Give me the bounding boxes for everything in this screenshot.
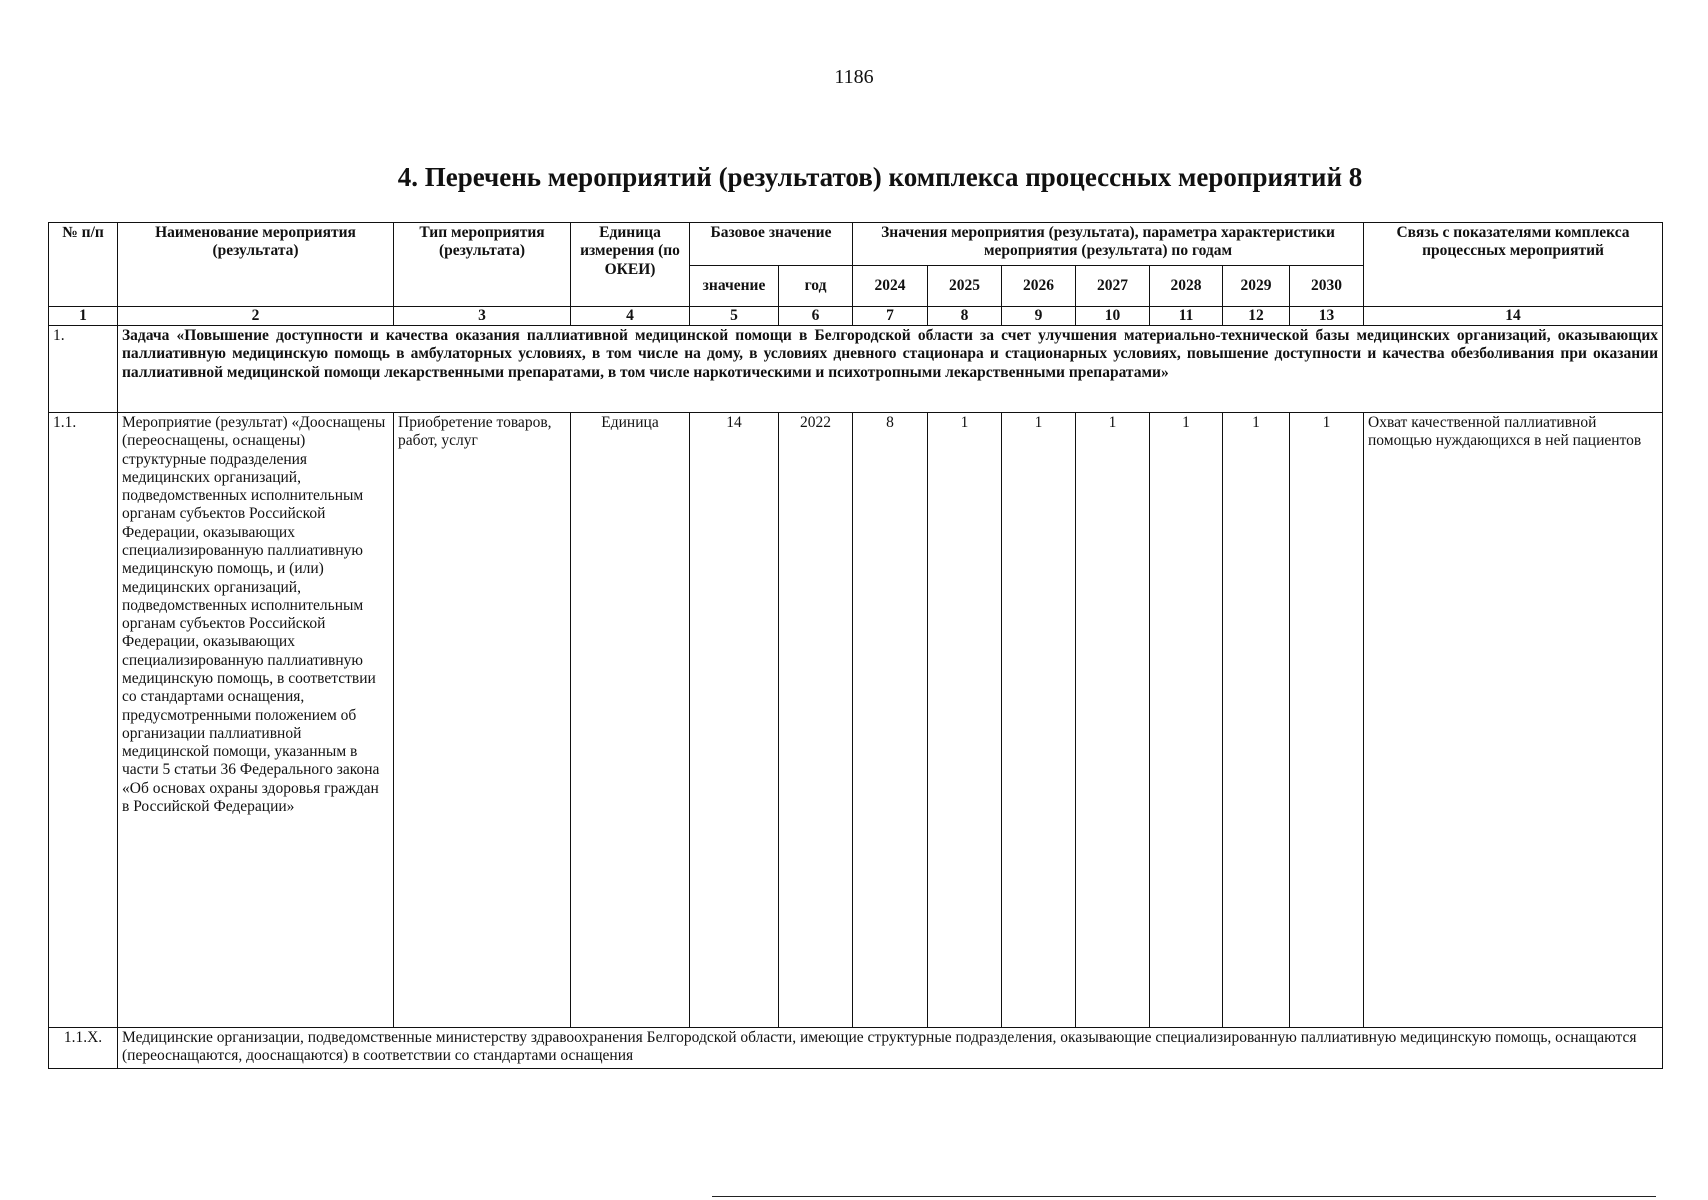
column-number: 8 [928, 307, 1002, 326]
measure-unit: Единица [571, 413, 690, 1028]
year-value: 1 [1076, 413, 1150, 1028]
page-number: 1186 [834, 66, 874, 88]
measure-row [49, 413, 1663, 1028]
column-number: 9 [1002, 307, 1076, 326]
header-row [49, 223, 1663, 266]
column-number: 4 [571, 307, 690, 326]
column-number: 12 [1223, 307, 1290, 326]
header-year: 2030 [1290, 266, 1364, 307]
column-number-row [49, 307, 1663, 326]
document-title: 4. Перечень мероприятий (результатов) комплекса процессных мероприятий 8 [397, 162, 1363, 192]
header-year: 2029 [1223, 266, 1290, 307]
column-number: 13 [1290, 307, 1364, 326]
year-value: 1 [1290, 413, 1364, 1028]
column-number: 1 [49, 307, 118, 326]
header-year: 2027 [1076, 266, 1150, 307]
linked-indicator: Охват качественной паллиативной помощью нуждающихся в ней пациентов [1364, 413, 1663, 1028]
year-value: 1 [928, 413, 1002, 1028]
column-number: 2 [118, 307, 394, 326]
header-year: 2024 [853, 266, 928, 307]
note-row [49, 1028, 1663, 1069]
task-number: 1. [49, 326, 118, 413]
column-number: 7 [853, 307, 928, 326]
header-base-year: год [779, 266, 853, 307]
measure-name: Мероприятие (результат) «Дооснащены (переоснащены, оснащены) структурные подразделения медицинских организаций, подведомственных исполнительным органам субъектов Российской Федерации, оказывающих специализированную паллиативную медицинскую помощь, и (или) медицинских организаций, подведомственных исполнительным органам субъектов Российской Федерации, оказывающих специализированную паллиативную медицинскую помощь, в соответствии со стандартами оснащения, предусмотренными положением об организации паллиативной медицинской помощи, указанным в части 5 статьи 36 Федерального закона «Об основах охраны здоровья граждан в Российской Федерации» [118, 413, 394, 1028]
year-value: 1 [1223, 413, 1290, 1028]
column-number: 14 [1364, 307, 1663, 326]
task-text: Задача «Повышение доступности и качества оказания паллиативной медицинской помощи в Белгородской области за счет улучшения материально-технической базы медицинских организаций, оказывающих паллиативную медицинскую помощь в амбулаторных условиях, в том числе на дому, в условиях дневного стационара и стационарных условиях, повышение доступности и качества обезболивания при оказании паллиативной медицинской помощи лекарственными препаратами, в том числе наркотическими и психотропными лекарственными препаратами» [118, 326, 1663, 413]
header-unit: Единица измерения (по ОКЕИ) [571, 223, 690, 307]
column-number: 5 [690, 307, 779, 326]
column-number: 3 [394, 307, 571, 326]
measure-type: Приобретение товаров, работ, услуг [394, 413, 571, 1028]
header-base-value: значение [690, 266, 779, 307]
base-year: 2022 [779, 413, 853, 1028]
header-num: № п/п [49, 223, 118, 307]
year-value: 1 [1002, 413, 1076, 1028]
note-text: Медицинские организации, подведомственные министерству здравоохранения Белгородской области, имеющие структурные подразделения, оказывающие специализированную паллиативную медицинскую помощь, оснащаются (переоснащаются, дооснащаются) в соответствии со стандартами оснащения [118, 1028, 1663, 1069]
measures-table [48, 222, 1663, 1069]
column-number: 6 [779, 307, 853, 326]
note-number: 1.1.Х. [49, 1028, 118, 1069]
column-number: 11 [1150, 307, 1223, 326]
header-values: Значения мероприятия (результата), параметра характеристики мероприятия (результата) по годам [853, 223, 1364, 266]
base-value: 14 [690, 413, 779, 1028]
header-type: Тип мероприятия (результата) [394, 223, 571, 307]
column-number: 10 [1076, 307, 1150, 326]
header-base: Базовое значение [690, 223, 853, 266]
year-value: 1 [1150, 413, 1223, 1028]
year-value: 8 [853, 413, 928, 1028]
header-name: Наименование мероприятия (результата) [118, 223, 394, 307]
header-link: Связь с показателями комплекса процессных мероприятий [1364, 223, 1663, 307]
header-year: 2025 [928, 266, 1002, 307]
footer-rule [712, 1196, 1656, 1197]
measure-number: 1.1. [49, 413, 118, 1028]
header-year: 2026 [1002, 266, 1076, 307]
task-row [49, 326, 1663, 413]
header-year: 2028 [1150, 266, 1223, 307]
